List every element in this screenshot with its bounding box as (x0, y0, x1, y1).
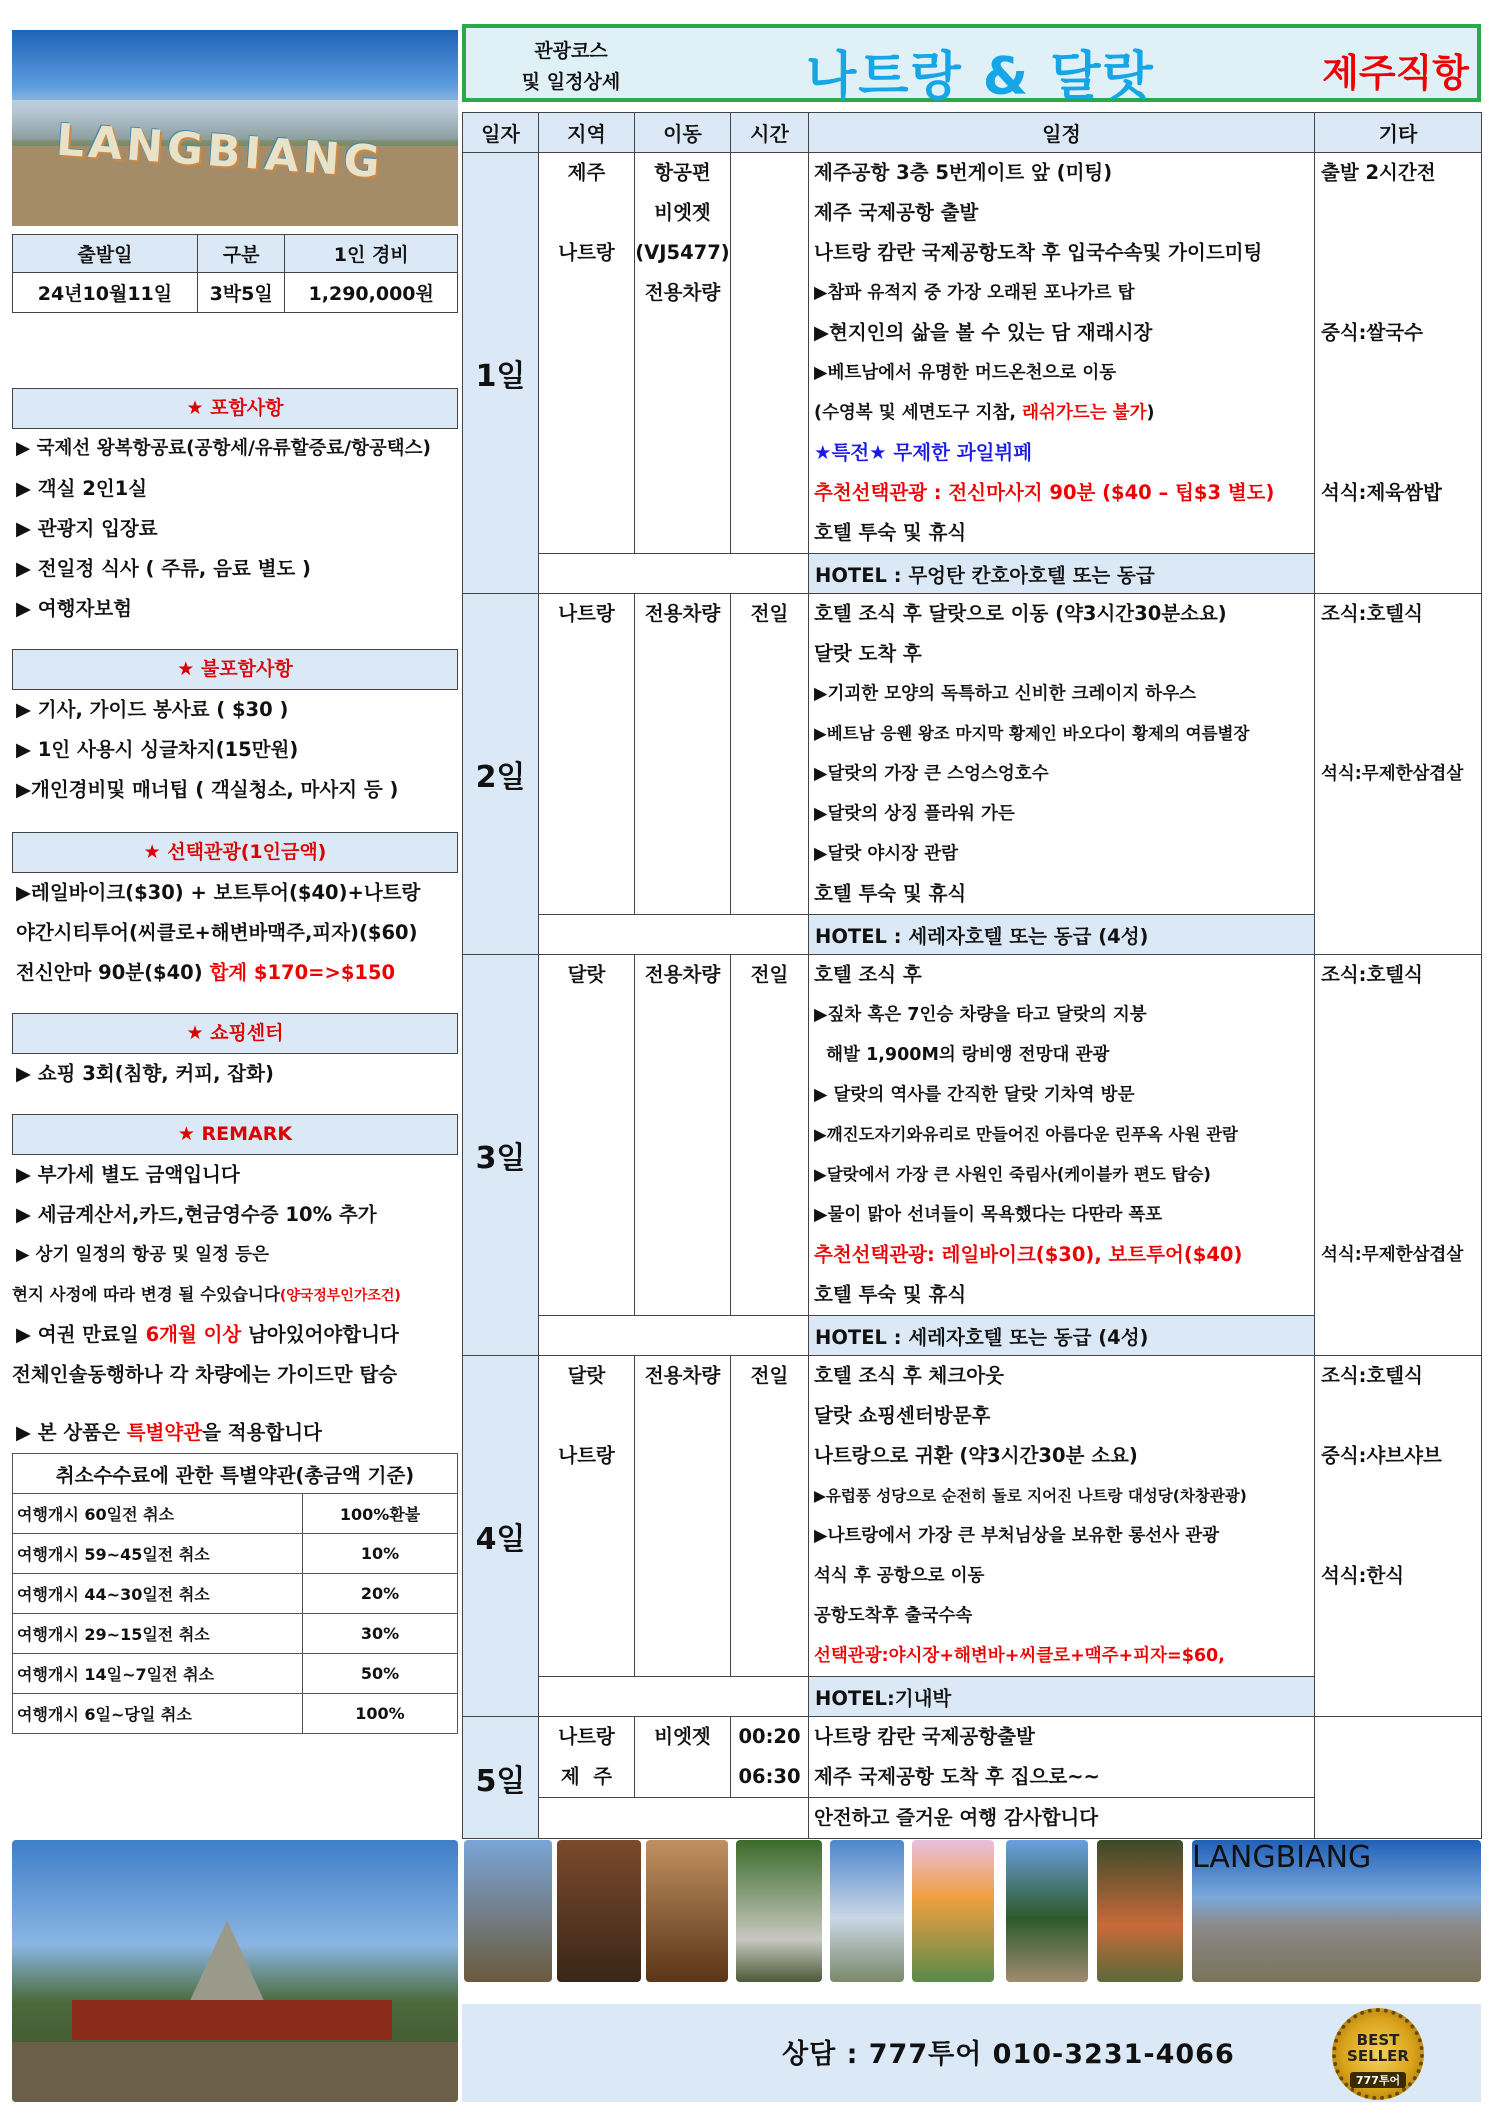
day-time (731, 1356, 809, 1677)
region-item (539, 1396, 634, 1436)
itinerary-line: 달랏 쇼핑센터방문후 (814, 1404, 991, 1427)
day-region (539, 1717, 635, 1798)
contact-info: 상담 : 777투어 010-3231-4066 (782, 2039, 1235, 2070)
transport-item: 비엣젯 (654, 1725, 711, 1748)
cancel-fee: 20% (303, 1574, 458, 1614)
cancel-table-title: 취소수수료에 관한 특별약관(총금액 기준) (13, 1454, 458, 1494)
itinerary-line: ▶유럽풍 성당으로 순전히 돌로 지어진 나트랑 대성당(차창관광) (814, 1487, 1247, 1505)
itinerary-line: 달랏 도착 후 (814, 642, 922, 665)
hotel-info: HOTEL:기내박 (809, 1677, 1315, 1717)
cancel-period: 여행개시 6일~당일 취소 (13, 1694, 303, 1734)
day-transport (635, 1717, 731, 1798)
passport-suffix: 남아있어야합니다 (241, 1323, 399, 1346)
garden-photo (1006, 1840, 1088, 1982)
header-sub-line1: 관광코스 (534, 40, 608, 62)
col-notes: 기타 (1315, 113, 1482, 153)
departure-header: 출발일 (13, 235, 198, 273)
badge-best: BEST (1356, 2031, 1400, 2049)
day-row (463, 153, 1482, 554)
included-item: ▶ 여행자보험 (16, 597, 132, 620)
statue-park-photo (1097, 1840, 1183, 1982)
day-transport (635, 594, 731, 915)
transport-item: (VJ5477) (635, 241, 730, 264)
region-item: 나트랑 (558, 602, 615, 625)
region-item: 달랏 (567, 963, 606, 986)
included-item: ▶ 객실 2인1실 (16, 477, 148, 500)
table-row (13, 1654, 458, 1694)
itinerary-line: 호텔 투숙 및 휴식 (814, 521, 967, 544)
itinerary-line: ▶달랏 야시장 관람 (814, 844, 958, 864)
itinerary-optional: 추천선택관광: 레일바이크($30), 보트투어($40) (814, 1243, 1243, 1266)
cancel-fee: 100%환불 (303, 1494, 458, 1534)
day-transport (635, 153, 731, 554)
cancel-period: 여행개시 14일~7일전 취소 (13, 1654, 303, 1694)
col-itinerary: 일정 (809, 113, 1315, 153)
special-terms-suffix: 을 적용합니다 (202, 1421, 322, 1444)
left-column (12, 30, 458, 1734)
included-title: ★ 포함사항 (12, 388, 458, 429)
temple-photo (12, 1840, 458, 2102)
transport-item: 전용차량 (644, 281, 721, 304)
passport-prefix: ▶ 여권 만료일 (16, 1323, 146, 1346)
time-item: 06:30 (738, 1765, 801, 1788)
included-item: ▶ 전일정 식사 ( 주류, 음료 별도 ) (16, 557, 311, 580)
table-row (13, 1574, 458, 1614)
day-notes (1315, 594, 1482, 955)
langbiang-view-photo (1192, 1840, 1481, 1982)
remark-line: ▶ 상기 일정의 항공 및 일정 등은 (16, 1245, 269, 1265)
crazy-house-photo (464, 1840, 552, 1982)
table-row (13, 1534, 458, 1574)
itinerary-line: 호텔 조식 후 체크아웃 (814, 1364, 1004, 1387)
day-itinerary (809, 153, 1315, 554)
hotel-info: HOTEL : 무엉탄 칸호아호텔 또는 동급 (809, 554, 1315, 594)
itinerary-optional: 선택관광:야시장+해변바+씨클로+맥주+피자=$60, (814, 1646, 1225, 1666)
time-item: 전일 (750, 602, 789, 625)
day-region (539, 955, 635, 1316)
included-item: ▶ 국제선 왕복항공료(공항세/유류할증료/항공택스) (16, 438, 431, 459)
itinerary-line: ▶달랏의 상징 플라워 가든 (814, 804, 1015, 824)
itinerary-special: ★특전★ 무제한 과일뷔페 (814, 441, 1033, 464)
itinerary-line: ▶짚차 혹은 7인승 차량을 타고 달랏의 지붕 (814, 1005, 1147, 1025)
rashguard-warning: 래쉬가드는 불가 (1022, 403, 1147, 423)
cancel-fee-table (12, 1453, 458, 1734)
optional-tour-title: ★ 선택관광(1인금액) (12, 832, 458, 873)
day-notes (1315, 955, 1482, 1356)
note-item: 조식:호텔식 (1321, 963, 1423, 986)
note-item: 석식:제육쌈밥 (1321, 481, 1442, 504)
excluded-item: ▶ 기사, 가이드 봉사료 ( $30 ) (16, 698, 289, 721)
day-notes (1315, 1356, 1482, 1717)
cathedral-interior-photo (557, 1840, 641, 1982)
optional-line (16, 953, 458, 993)
itinerary-line: ▶나트랑에서 가장 큰 부처님상을 보유한 롱선사 관광 (814, 1526, 1220, 1546)
included-item: ▶ 관광지 입장료 (16, 517, 158, 540)
region-item: 나트랑 (558, 1444, 615, 1467)
cancel-period: 여행개시 44~30일전 취소 (13, 1574, 303, 1614)
cancel-period: 여행개시 29~15일전 취소 (13, 1614, 303, 1654)
itinerary-line: 석식 후 공항으로 이동 (814, 1566, 985, 1586)
day-notes (1315, 153, 1482, 594)
cancel-fee: 100% (303, 1694, 458, 1734)
remark-gov-condition: (양국정부인가조건) (279, 1288, 401, 1304)
itinerary-line: 나트랑 캄란 국제공항도착 후 입국수속및 가이드미팅 (814, 241, 1263, 264)
note-item: 석식:한식 (1321, 1564, 1405, 1587)
itinerary-optional: 추천선택관광 : 전신마사지 90분 ($40 – 팁$3 별도) (814, 481, 1275, 504)
palace-photo (646, 1840, 728, 1982)
remark-change-note: 현지 사정에 따라 변경 될 수있습니다 (12, 1285, 280, 1304)
cancel-fee: 50% (303, 1654, 458, 1694)
remark-line: ▶ 부가세 별도 금액입니다 (16, 1163, 240, 1186)
remark-line: 전체인솔동행하나 각 차량에는 가이드만 탑승 (12, 1363, 398, 1386)
note-item: 조식:호텔식 (1321, 602, 1423, 625)
direct-flight-tag: 제주직항 (1322, 51, 1469, 95)
remark-line (12, 1275, 458, 1315)
itinerary-line: ▶베트남에서 유명한 머드온천으로 이동 (814, 363, 1117, 383)
thank-you-line: 안전하고 즐거운 여행 감사합니다 (814, 1806, 1099, 1829)
day-transport (635, 955, 731, 1316)
day-label: 4일 (463, 1356, 539, 1717)
day-time (731, 594, 809, 915)
remark-line: ▶ 세금계산서,카드,현금영수증 10% 추가 (16, 1203, 377, 1226)
itinerary-line: ▶기괴한 모양의 독특하고 신비한 크레이지 하우스 (814, 684, 1197, 704)
remark-line (16, 1413, 458, 1453)
time-item: 전일 (750, 1364, 789, 1387)
day-itinerary (809, 1717, 1315, 1798)
note-item: 조식:호텔식 (1321, 1364, 1423, 1387)
itinerary-line: 제주공항 3층 5번게이트 앞 (미팅) (814, 161, 1113, 184)
header-sub-line2: 및 일정상세 (521, 71, 621, 93)
itinerary-line: ▶현지인의 삶을 볼 수 있는 담 재래시장 (814, 321, 1153, 344)
itinerary-line: ▶참파 유적지 중 가장 오래된 포나가르 탑 (814, 283, 1135, 303)
transport-item: 전용차량 (644, 1364, 721, 1387)
departure-table (12, 234, 458, 313)
day-time (731, 955, 809, 1316)
day-row (463, 1717, 1482, 1798)
page-title: 나트랑 & 달랏 (806, 47, 1155, 107)
itinerary-line: ▶베트남 응웬 왕조 마지막 황제인 바오다이 황제의 여름별장 (814, 724, 1250, 743)
header-subtitle (496, 36, 646, 98)
best-seller-badge (1332, 2008, 1424, 2100)
itinerary-line: 제주 국제공항 출발 (814, 201, 979, 224)
langbiang-photo (12, 30, 458, 226)
remark-line (16, 1315, 458, 1355)
schedule-header-row (463, 113, 1482, 153)
langbiang-sign-small: LANGBIANG (1192, 1840, 1372, 1875)
itinerary-line: ▶달랏의 가장 큰 스엉스엉호수 (814, 764, 1049, 784)
optional-massage: 전신안마 90분($40) (16, 961, 210, 984)
col-transport: 이동 (635, 113, 731, 153)
optional-total: 합계 $170=>$150 (209, 961, 396, 984)
bottom-strip (12, 1840, 1481, 2102)
day-notes (1315, 1717, 1482, 1839)
excluded-title: ★ 불포함사항 (12, 649, 458, 690)
note-item: 중식:쌀국수 (1321, 321, 1423, 344)
shopping-item: ▶ 쇼핑 3회(침향, 커피, 잡화) (16, 1062, 274, 1085)
itinerary-line: 나트랑 캄란 국제공항출발 (814, 1725, 1035, 1748)
day-label: 5일 (463, 1717, 539, 1839)
region-item: 제 주 (560, 1765, 613, 1788)
contact-bar (462, 2004, 1481, 2102)
cancel-fee: 10% (303, 1534, 458, 1574)
col-region: 지역 (539, 113, 635, 153)
itinerary-line: ▶깨진도자기와유리로 만들어진 아름다운 린푸옥 사원 관람 (814, 1125, 1238, 1144)
type-header: 구분 (197, 235, 285, 273)
transport-item: 비엣젯 (654, 201, 711, 224)
region-item: 제주 (567, 161, 606, 184)
region-item (539, 193, 634, 233)
region-item: 달랏 (567, 1364, 606, 1387)
day-itinerary (809, 594, 1315, 915)
day-label: 3일 (463, 955, 539, 1356)
itinerary-line: 호텔 투숙 및 휴식 (814, 882, 967, 905)
itinerary-line: 호텔 조식 후 달랏으로 이동 (약3시간30분소요) (814, 602, 1227, 625)
day-label: 1일 (463, 153, 539, 594)
itinerary-line: 호텔 투숙 및 휴식 (814, 1283, 967, 1306)
optional-line: ▶레일바이크($30) + 보트투어($40)+나트랑 (16, 881, 421, 904)
time-item: 전일 (750, 963, 789, 986)
swim-note: (수영복 및 세면도구 지참, (814, 403, 1023, 423)
cancel-fee: 30% (303, 1614, 458, 1654)
price-per-person: 1,290,000원 (285, 273, 458, 313)
table-row (13, 1614, 458, 1654)
transport-item: 전용차량 (644, 963, 721, 986)
day-region (539, 1356, 635, 1677)
note-item: 중식:샤브샤브 (1321, 1444, 1442, 1467)
day-itinerary (809, 1356, 1315, 1677)
departure-date: 24년10월11일 (13, 273, 198, 313)
umbrella-street-photo (912, 1840, 994, 1982)
note-item: 석식:무제한삼겹살 (1321, 764, 1464, 784)
day-row (463, 1356, 1482, 1677)
swim-note-end: ) (1146, 403, 1155, 423)
day-label: 2일 (463, 594, 539, 955)
col-day: 일자 (463, 113, 539, 153)
hotel-info: HOTEL : 세레자호텔 또는 동급 (4성) (809, 1316, 1315, 1356)
waterfall-photo (736, 1840, 822, 1982)
table-row (13, 1494, 458, 1534)
itinerary-line: ▶달랏에서 가장 큰 사원인 죽림사(케이블카 편도 탑승) (814, 1165, 1211, 1184)
schedule-table (462, 112, 1481, 1839)
special-terms: 특별약관 (126, 1421, 203, 1444)
price-header: 1인 경비 (285, 235, 458, 273)
optional-line: 야간시티투어(씨클로+해변바맥주,피자)($60) (16, 921, 418, 944)
hotel-info: HOTEL : 세레자호텔 또는 동급 (4성) (809, 915, 1315, 955)
itinerary-line: ▶물이 맑아 선녀들이 목욕했다는 다딴라 폭포 (814, 1205, 1163, 1225)
badge-seller: SELLER (1347, 2047, 1409, 2065)
excluded-item: ▶ 1인 사용시 싱글차지(15만원) (16, 738, 299, 761)
shopping-title: ★ 쇼핑센터 (12, 1013, 458, 1054)
region-item: 나트랑 (558, 241, 615, 264)
day-row (463, 594, 1482, 915)
transport-item: 전용차량 (644, 602, 721, 625)
badge-text (1336, 2032, 1420, 2064)
day-transport (635, 1356, 731, 1677)
col-time: 시간 (731, 113, 809, 153)
day-time (731, 1717, 809, 1798)
special-terms-prefix: ▶ 본 상품은 (16, 1421, 127, 1444)
day-region (539, 594, 635, 915)
itinerary-line: 나트랑으로 귀환 (약3시간30분 소요) (814, 1444, 1138, 1467)
time-item: 00:20 (738, 1725, 801, 1748)
remark-title: ★ REMARK (12, 1114, 458, 1155)
day-time (731, 153, 809, 554)
itinerary-line: ▶ 달랏의 역사를 간직한 달랏 기차역 방문 (814, 1085, 1135, 1105)
buddha-statue-photo (830, 1840, 904, 1982)
note-item: 출발 2시간전 (1321, 161, 1436, 184)
region-item: 나트랑 (558, 1725, 615, 1748)
page-header (462, 24, 1481, 107)
passport-months: 6개월 이상 (145, 1323, 242, 1346)
excluded-item: ▶개인경비및 매너팁 ( 객실청소, 마사지 등 ) (16, 778, 399, 801)
day-region (539, 153, 635, 554)
closing-message (809, 1798, 1315, 1839)
badge-brand: 777투어 (1350, 2072, 1406, 2088)
itinerary-line: 호텔 조식 후 (814, 963, 922, 986)
cancel-period: 여행개시 59~45일전 취소 (13, 1534, 303, 1574)
trip-length: 3박5일 (197, 273, 285, 313)
itinerary-line: 공항도착후 출국수속 (814, 1606, 973, 1626)
day-row (463, 955, 1482, 1316)
note-item: 석식:무제한삼겹살 (1321, 1245, 1464, 1265)
day-itinerary (809, 955, 1315, 1316)
itinerary-line: 제주 국제공항 도착 후 집으로~~ (814, 1765, 1100, 1788)
cancel-period: 여행개시 60일전 취소 (13, 1494, 303, 1534)
langbiang-sign: LANGBIANG (54, 114, 386, 189)
table-row (13, 1694, 458, 1734)
transport-item: 항공편 (654, 161, 711, 184)
itinerary-line (809, 393, 1314, 433)
itinerary-line: 해발 1,900M의 랑비앵 전망대 관광 (814, 1045, 1110, 1065)
